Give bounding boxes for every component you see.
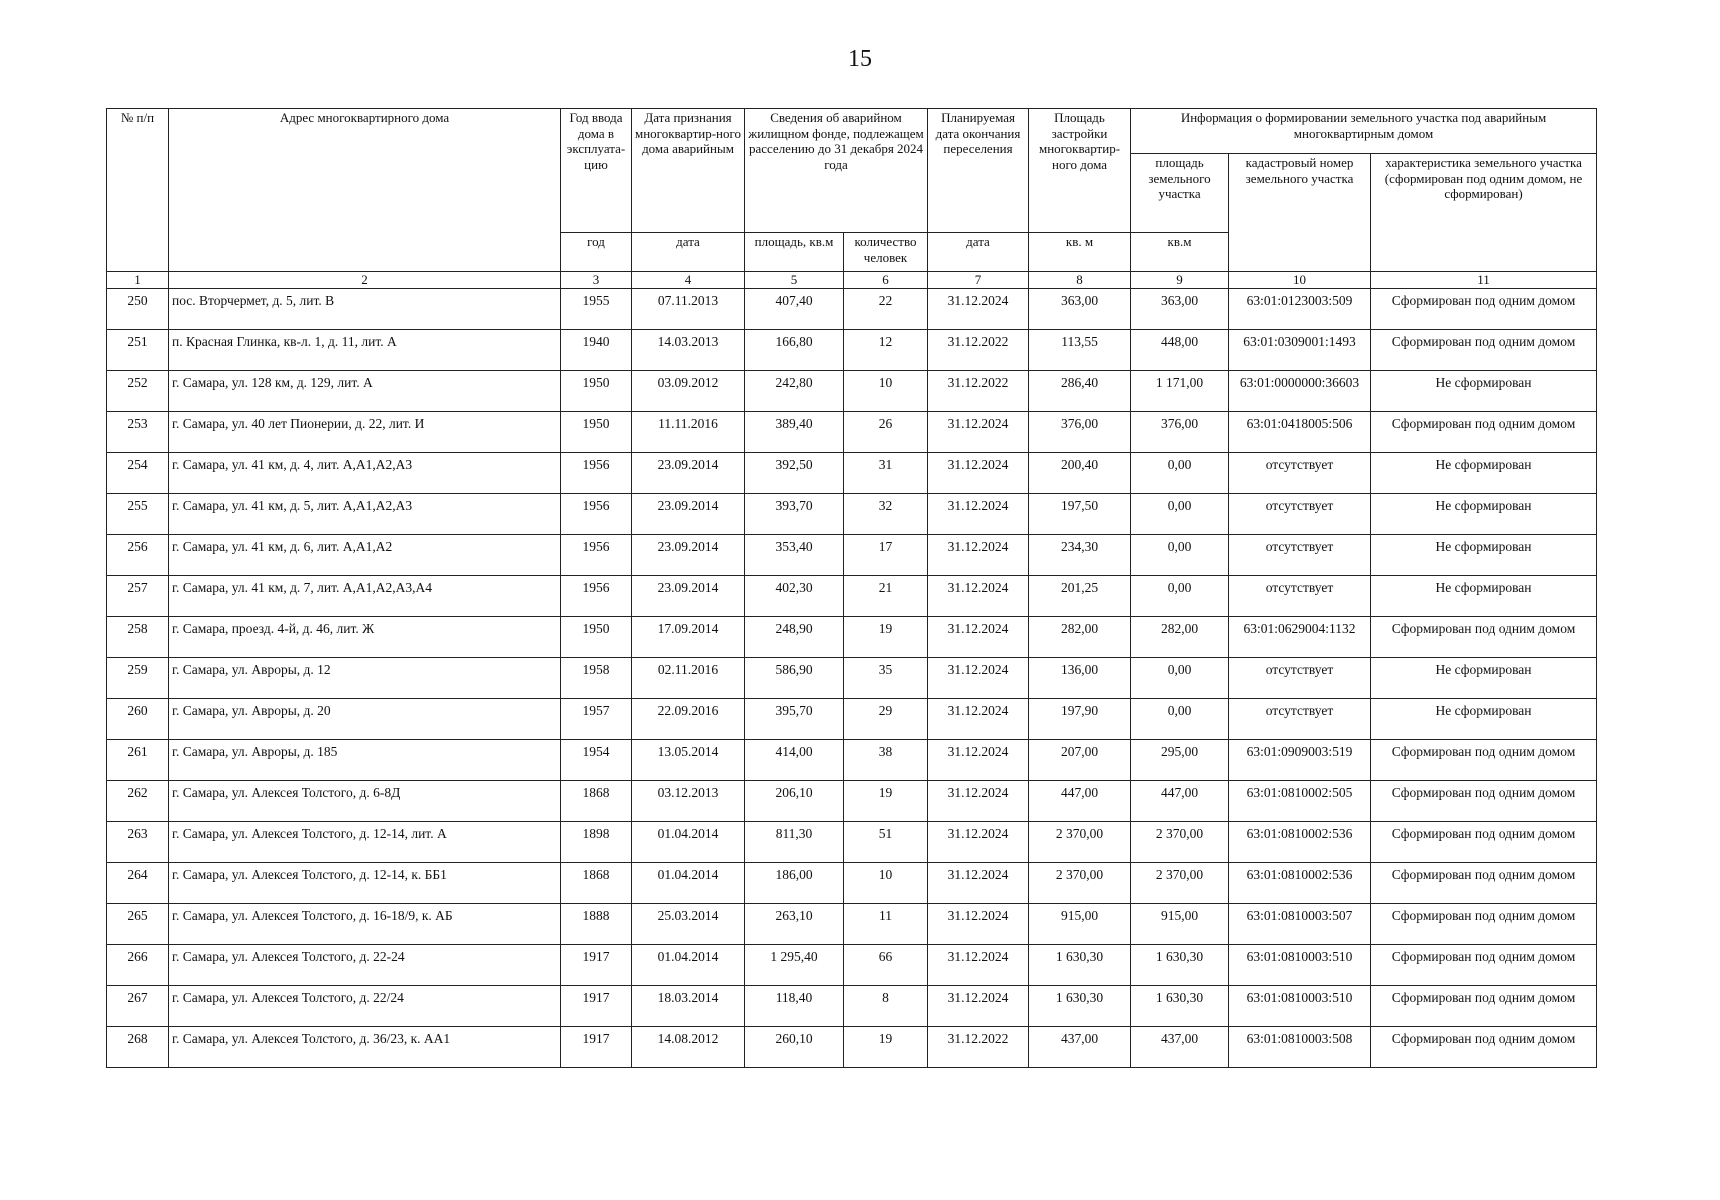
row-address: г. Самара, ул. Алексея Толстого, д. 22-24 — [169, 945, 561, 986]
row-cadastral-number: 63:01:0810002:505 — [1229, 781, 1371, 822]
row-people: 10 — [844, 863, 928, 904]
row-area: 248,90 — [745, 617, 844, 658]
row-year: 1868 — [561, 863, 632, 904]
row-people: 21 — [844, 576, 928, 617]
row-area: 242,80 — [745, 371, 844, 412]
row-built-area: 447,00 — [1029, 781, 1131, 822]
column-number: 6 — [844, 272, 928, 289]
row-number: 252 — [107, 371, 169, 412]
row-year: 1888 — [561, 904, 632, 945]
row-built-area: 1 630,30 — [1029, 986, 1131, 1027]
emergency-housing-table — [106, 108, 1597, 1068]
table-body — [107, 289, 1597, 1068]
row-land-area: 295,00 — [1131, 740, 1229, 781]
row-year: 1956 — [561, 453, 632, 494]
row-built-area: 201,25 — [1029, 576, 1131, 617]
header-land-info: Информация о формировании земельного участка под аварийным многоквартирным домом — [1131, 109, 1597, 154]
row-planned-date: 31.12.2024 — [928, 945, 1029, 986]
table-row — [107, 371, 1597, 412]
row-year: 1957 — [561, 699, 632, 740]
row-year: 1956 — [561, 494, 632, 535]
row-area: 260,10 — [745, 1027, 844, 1068]
unit-plan-date: дата — [928, 233, 1029, 272]
unit-year: год — [561, 233, 632, 272]
row-planned-date: 31.12.2022 — [928, 1027, 1029, 1068]
row-land-status: Не сформирован — [1371, 576, 1597, 617]
row-people: 11 — [844, 904, 928, 945]
table-row — [107, 453, 1597, 494]
row-built-area: 2 370,00 — [1029, 822, 1131, 863]
row-land-area: 0,00 — [1131, 658, 1229, 699]
header-number: № п/п — [107, 109, 169, 272]
header-cadastral: кадастровый номер земельного участка — [1229, 154, 1371, 272]
row-planned-date: 31.12.2022 — [928, 330, 1029, 371]
row-built-area: 286,40 — [1029, 371, 1131, 412]
row-planned-date: 31.12.2024 — [928, 289, 1029, 330]
row-built-area: 234,30 — [1029, 535, 1131, 576]
unit-date: дата — [632, 233, 745, 272]
row-land-status: Сформирован под одним домом — [1371, 986, 1597, 1027]
row-area: 118,40 — [745, 986, 844, 1027]
row-recognition-date: 25.03.2014 — [632, 904, 745, 945]
row-planned-date: 31.12.2024 — [928, 699, 1029, 740]
row-number: 251 — [107, 330, 169, 371]
row-year: 1917 — [561, 945, 632, 986]
row-address: пос. Вторчермет, д. 5, лит. В — [169, 289, 561, 330]
column-number: 2 — [169, 272, 561, 289]
column-number: 7 — [928, 272, 1029, 289]
row-number: 267 — [107, 986, 169, 1027]
row-address: г. Самара, ул. Авроры, д. 20 — [169, 699, 561, 740]
row-area: 186,00 — [745, 863, 844, 904]
table-row — [107, 576, 1597, 617]
row-people: 38 — [844, 740, 928, 781]
unit-people: количество человек — [844, 233, 928, 272]
column-number: 1 — [107, 272, 169, 289]
row-recognition-date: 01.04.2014 — [632, 945, 745, 986]
column-number: 9 — [1131, 272, 1229, 289]
row-address: г. Самара, проезд. 4-й, д. 46, лит. Ж — [169, 617, 561, 658]
row-cadastral-number: 63:01:0810003:507 — [1229, 904, 1371, 945]
row-land-area: 448,00 — [1131, 330, 1229, 371]
row-built-area: 1 630,30 — [1029, 945, 1131, 986]
row-people: 29 — [844, 699, 928, 740]
row-people: 17 — [844, 535, 928, 576]
row-cadastral-number: 63:01:0418005:506 — [1229, 412, 1371, 453]
row-number: 259 — [107, 658, 169, 699]
row-built-area: 200,40 — [1029, 453, 1131, 494]
row-recognition-date: 23.09.2014 — [632, 535, 745, 576]
row-cadastral-number: 63:01:0810002:536 — [1229, 822, 1371, 863]
row-built-area: 197,50 — [1029, 494, 1131, 535]
row-address: г. Самара, ул. 40 лет Пионерии, д. 22, лит. И — [169, 412, 561, 453]
row-number: 266 — [107, 945, 169, 986]
row-built-area: 113,55 — [1029, 330, 1131, 371]
row-year: 1950 — [561, 412, 632, 453]
row-land-area: 447,00 — [1131, 781, 1229, 822]
row-recognition-date: 03.09.2012 — [632, 371, 745, 412]
row-recognition-date: 11.11.2016 — [632, 412, 745, 453]
row-address: г. Самара, ул. 41 км, д. 7, лит. А,А1,А2,А3,А4 — [169, 576, 561, 617]
row-recognition-date: 01.04.2014 — [632, 863, 745, 904]
row-cadastral-number: 63:01:0810002:536 — [1229, 863, 1371, 904]
row-year: 1950 — [561, 617, 632, 658]
row-area: 206,10 — [745, 781, 844, 822]
row-cadastral-number: 63:01:0123003:509 — [1229, 289, 1371, 330]
table-row — [107, 330, 1597, 371]
row-land-status: Сформирован под одним домом — [1371, 945, 1597, 986]
column-number: 5 — [745, 272, 844, 289]
row-address: г. Самара, ул. Алексея Толстого, д. 12-14, лит. А — [169, 822, 561, 863]
row-number: 261 — [107, 740, 169, 781]
row-land-status: Сформирован под одним домом — [1371, 1027, 1597, 1068]
row-land-status: Не сформирован — [1371, 494, 1597, 535]
row-cadastral-number: отсутствует — [1229, 453, 1371, 494]
row-land-status: Не сформирован — [1371, 699, 1597, 740]
row-built-area: 2 370,00 — [1029, 863, 1131, 904]
row-built-area: 282,00 — [1029, 617, 1131, 658]
row-cadastral-number: 63:01:0629004:1132 — [1229, 617, 1371, 658]
table-row — [107, 1027, 1597, 1068]
row-land-area: 0,00 — [1131, 494, 1229, 535]
page-number: 15 — [848, 46, 872, 72]
table-row — [107, 535, 1597, 576]
row-cadastral-number: отсутствует — [1229, 699, 1371, 740]
table-row — [107, 740, 1597, 781]
table-row — [107, 986, 1597, 1027]
unit-built-area: кв. м — [1029, 233, 1131, 272]
row-land-status: Не сформирован — [1371, 453, 1597, 494]
row-year: 1917 — [561, 1027, 632, 1068]
row-planned-date: 31.12.2024 — [928, 986, 1029, 1027]
row-year: 1956 — [561, 576, 632, 617]
row-number: 254 — [107, 453, 169, 494]
row-address: г. Самара, ул. Алексея Толстого, д. 6-8Д — [169, 781, 561, 822]
row-number: 262 — [107, 781, 169, 822]
row-cadastral-number: 63:01:0810003:508 — [1229, 1027, 1371, 1068]
row-cadastral-number: отсутствует — [1229, 494, 1371, 535]
row-address: г. Самара, ул. 41 км, д. 6, лит. А,А1,А2 — [169, 535, 561, 576]
row-land-status: Сформирован под одним домом — [1371, 822, 1597, 863]
row-planned-date: 31.12.2024 — [928, 740, 1029, 781]
row-cadastral-number: 63:01:0810003:510 — [1229, 945, 1371, 986]
row-area: 414,00 — [745, 740, 844, 781]
row-land-status: Сформирован под одним домом — [1371, 617, 1597, 658]
row-cadastral-number: отсутствует — [1229, 658, 1371, 699]
row-people: 22 — [844, 289, 928, 330]
row-area: 407,40 — [745, 289, 844, 330]
row-people: 12 — [844, 330, 928, 371]
row-recognition-date: 07.11.2013 — [632, 289, 745, 330]
row-recognition-date: 23.09.2014 — [632, 453, 745, 494]
row-people: 26 — [844, 412, 928, 453]
row-land-status: Сформирован под одним домом — [1371, 740, 1597, 781]
row-address: г. Самара, ул. 41 км, д. 4, лит. А,А1,А2,А3 — [169, 453, 561, 494]
row-address: п. Красная Глинка, кв-л. 1, д. 11, лит. А — [169, 330, 561, 371]
row-address: г. Самара, ул. Алексея Толстого, д. 16-18/9, к. АБ — [169, 904, 561, 945]
row-address: г. Самара, ул. Алексея Толстого, д. 36/23, к. АА1 — [169, 1027, 561, 1068]
table-row — [107, 658, 1597, 699]
row-number: 260 — [107, 699, 169, 740]
table-row — [107, 781, 1597, 822]
table-row — [107, 412, 1597, 453]
row-area: 353,40 — [745, 535, 844, 576]
header-housing-fund: Сведения об аварийном жилищном фонде, подлежащем расселению до 31 декабря 2024 года — [745, 109, 928, 233]
table-row — [107, 617, 1597, 658]
row-number: 255 — [107, 494, 169, 535]
header-year: Год ввода дома в эксплуата-цию — [561, 109, 632, 233]
row-number: 265 — [107, 904, 169, 945]
row-land-status: Сформирован под одним домом — [1371, 863, 1597, 904]
row-built-area: 437,00 — [1029, 1027, 1131, 1068]
row-people: 32 — [844, 494, 928, 535]
row-recognition-date: 23.09.2014 — [632, 494, 745, 535]
row-planned-date: 31.12.2024 — [928, 658, 1029, 699]
header-built-area: Площадь застройки многоквартир-ного дома — [1029, 109, 1131, 233]
table-row — [107, 904, 1597, 945]
row-address: г. Самара, ул. Алексея Толстого, д. 12-14, к. ББ1 — [169, 863, 561, 904]
row-year: 1954 — [561, 740, 632, 781]
row-land-area: 2 370,00 — [1131, 822, 1229, 863]
row-built-area: 207,00 — [1029, 740, 1131, 781]
row-land-status: Не сформирован — [1371, 371, 1597, 412]
row-year: 1958 — [561, 658, 632, 699]
row-year: 1917 — [561, 986, 632, 1027]
row-built-area: 376,00 — [1029, 412, 1131, 453]
row-number: 264 — [107, 863, 169, 904]
row-recognition-date: 14.03.2013 — [632, 330, 745, 371]
row-address: г. Самара, ул. Авроры, д. 12 — [169, 658, 561, 699]
row-planned-date: 31.12.2024 — [928, 822, 1029, 863]
row-area: 1 295,40 — [745, 945, 844, 986]
row-number: 256 — [107, 535, 169, 576]
row-built-area: 363,00 — [1029, 289, 1131, 330]
row-area: 393,70 — [745, 494, 844, 535]
row-people: 31 — [844, 453, 928, 494]
row-planned-date: 31.12.2024 — [928, 904, 1029, 945]
row-planned-date: 31.12.2024 — [928, 494, 1029, 535]
unit-land-area: кв.м — [1131, 233, 1229, 272]
row-cadastral-number: отсутствует — [1229, 576, 1371, 617]
row-cadastral-number: отсутствует — [1229, 535, 1371, 576]
row-land-status: Не сформирован — [1371, 535, 1597, 576]
row-land-area: 282,00 — [1131, 617, 1229, 658]
row-land-area: 0,00 — [1131, 535, 1229, 576]
row-built-area: 136,00 — [1029, 658, 1131, 699]
row-planned-date: 31.12.2024 — [928, 576, 1029, 617]
row-area: 811,30 — [745, 822, 844, 863]
row-area: 392,50 — [745, 453, 844, 494]
row-area: 402,30 — [745, 576, 844, 617]
row-area: 586,90 — [745, 658, 844, 699]
row-land-area: 2 370,00 — [1131, 863, 1229, 904]
row-people: 66 — [844, 945, 928, 986]
row-address: г. Самара, ул. 41 км, д. 5, лит. А,А1,А2,А3 — [169, 494, 561, 535]
row-cadastral-number: 63:01:0000000:36603 — [1229, 371, 1371, 412]
column-number: 10 — [1229, 272, 1371, 289]
row-built-area: 915,00 — [1029, 904, 1131, 945]
row-recognition-date: 02.11.2016 — [632, 658, 745, 699]
row-number: 250 — [107, 289, 169, 330]
row-recognition-date: 22.09.2016 — [632, 699, 745, 740]
row-planned-date: 31.12.2024 — [928, 863, 1029, 904]
row-land-status: Сформирован под одним домом — [1371, 330, 1597, 371]
row-year: 1956 — [561, 535, 632, 576]
row-land-area: 1 171,00 — [1131, 371, 1229, 412]
row-land-area: 0,00 — [1131, 576, 1229, 617]
row-people: 19 — [844, 617, 928, 658]
table-row — [107, 289, 1597, 330]
column-number: 3 — [561, 272, 632, 289]
row-cadastral-number: 63:01:0810003:510 — [1229, 986, 1371, 1027]
row-built-area: 197,90 — [1029, 699, 1131, 740]
row-land-area: 915,00 — [1131, 904, 1229, 945]
row-land-area: 1 630,30 — [1131, 945, 1229, 986]
row-planned-date: 31.12.2024 — [928, 453, 1029, 494]
row-number: 257 — [107, 576, 169, 617]
row-people: 51 — [844, 822, 928, 863]
row-land-area: 1 630,30 — [1131, 986, 1229, 1027]
row-year: 1940 — [561, 330, 632, 371]
row-land-area: 0,00 — [1131, 699, 1229, 740]
row-area: 389,40 — [745, 412, 844, 453]
row-area: 166,80 — [745, 330, 844, 371]
row-address: г. Самара, ул. Алексея Толстого, д. 22/24 — [169, 986, 561, 1027]
row-number: 258 — [107, 617, 169, 658]
row-area: 263,10 — [745, 904, 844, 945]
row-year: 1950 — [561, 371, 632, 412]
column-number-row — [107, 272, 1597, 289]
row-land-area: 437,00 — [1131, 1027, 1229, 1068]
row-land-status: Сформирован под одним домом — [1371, 289, 1597, 330]
row-area: 395,70 — [745, 699, 844, 740]
row-cadastral-number: 63:01:0309001:1493 — [1229, 330, 1371, 371]
row-year: 1868 — [561, 781, 632, 822]
column-number: 4 — [632, 272, 745, 289]
row-recognition-date: 13.05.2014 — [632, 740, 745, 781]
row-people: 8 — [844, 986, 928, 1027]
table-row — [107, 822, 1597, 863]
row-recognition-date: 23.09.2014 — [632, 576, 745, 617]
row-people: 35 — [844, 658, 928, 699]
row-planned-date: 31.12.2024 — [928, 781, 1029, 822]
row-land-status: Сформирован под одним домом — [1371, 412, 1597, 453]
row-number: 253 — [107, 412, 169, 453]
row-year: 1955 — [561, 289, 632, 330]
header-address: Адрес многоквартирного дома — [169, 109, 561, 272]
header-land-area: площадь земельного участка — [1131, 154, 1229, 233]
row-people: 19 — [844, 1027, 928, 1068]
row-recognition-date: 01.04.2014 — [632, 822, 745, 863]
row-land-status: Сформирован под одним домом — [1371, 781, 1597, 822]
row-planned-date: 31.12.2024 — [928, 617, 1029, 658]
header-recognition-date: Дата признания многоквартир-ного дома аварийным — [632, 109, 745, 233]
row-address: г. Самара, ул. 128 км, д. 129, лит. А — [169, 371, 561, 412]
row-recognition-date: 18.03.2014 — [632, 986, 745, 1027]
row-recognition-date: 14.08.2012 — [632, 1027, 745, 1068]
row-recognition-date: 17.09.2014 — [632, 617, 745, 658]
row-land-area: 0,00 — [1131, 453, 1229, 494]
row-number: 268 — [107, 1027, 169, 1068]
table-row — [107, 494, 1597, 535]
row-number: 263 — [107, 822, 169, 863]
row-land-status: Не сформирован — [1371, 658, 1597, 699]
row-planned-date: 31.12.2024 — [928, 412, 1029, 453]
row-land-area: 363,00 — [1131, 289, 1229, 330]
header-planned-date: Планируемая дата окончания переселения — [928, 109, 1029, 233]
table-row — [107, 945, 1597, 986]
row-people: 10 — [844, 371, 928, 412]
row-year: 1898 — [561, 822, 632, 863]
column-number: 11 — [1371, 272, 1597, 289]
row-land-area: 376,00 — [1131, 412, 1229, 453]
row-people: 19 — [844, 781, 928, 822]
row-address: г. Самара, ул. Авроры, д. 185 — [169, 740, 561, 781]
header-land-status: характеристика земельного участка (сформирован под одним домом, не сформирован) — [1371, 154, 1597, 272]
table-row — [107, 863, 1597, 904]
unit-area: площадь, кв.м — [745, 233, 844, 272]
row-planned-date: 31.12.2022 — [928, 371, 1029, 412]
row-recognition-date: 03.12.2013 — [632, 781, 745, 822]
row-planned-date: 31.12.2024 — [928, 535, 1029, 576]
column-number: 8 — [1029, 272, 1131, 289]
table-row — [107, 699, 1597, 740]
row-land-status: Сформирован под одним домом — [1371, 904, 1597, 945]
row-cadastral-number: 63:01:0909003:519 — [1229, 740, 1371, 781]
